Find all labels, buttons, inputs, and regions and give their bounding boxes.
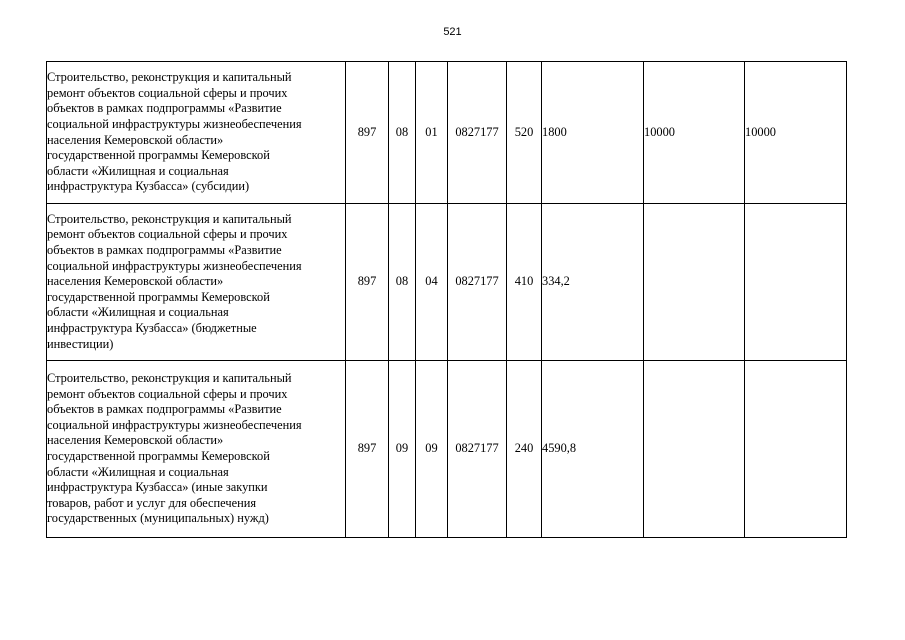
- section-code: 09: [389, 361, 416, 538]
- description-line: инфраструктура Кузбасса» (субсидии): [47, 179, 250, 194]
- expense-type-code: 410: [507, 204, 542, 361]
- subsection-code: 01: [416, 62, 448, 204]
- description-line: государственной программы Кемеровской: [47, 148, 270, 163]
- page-number: 521: [443, 26, 462, 38]
- description-line: населения Кемеровской области»: [47, 132, 224, 147]
- amount-3: [745, 204, 847, 361]
- description-line: инфраструктура Кузбасса» (иные закупки: [47, 480, 268, 495]
- expense-type-code: 240: [507, 361, 542, 538]
- description-line: ремонт объектов социальной сферы и прочих: [47, 85, 288, 100]
- description-line: объектов в рамках подпрограммы «Развитие: [47, 243, 282, 258]
- description-line: товаров, работ и услуг для обеспечения: [47, 495, 257, 510]
- description-line: населения Кемеровской области»: [47, 433, 224, 448]
- description-line: объектов в рамках подпрограммы «Развитие: [47, 402, 282, 417]
- amount-1: 1800: [542, 62, 644, 204]
- section-code: 08: [389, 204, 416, 361]
- description-line: государственной программы Кемеровской: [47, 449, 270, 463]
- description-line: Строительство, реконструкция и капитальный: [47, 211, 292, 226]
- target-article-code: 0827177: [448, 62, 507, 204]
- description-line: области «Жилищная и социальная: [47, 163, 229, 178]
- description-line: инвестиции): [47, 336, 114, 351]
- ministry-code: 897: [346, 361, 389, 538]
- amount-2: 10000: [644, 62, 745, 204]
- amount-1: 334,2: [542, 204, 644, 361]
- subsection-code: 04: [416, 204, 448, 361]
- ministry-code: 897: [346, 204, 389, 361]
- amount-2: [644, 204, 745, 361]
- target-article-code: 0827177: [448, 204, 507, 361]
- amount-1: 4590,8: [542, 361, 644, 538]
- subsection-code: 09: [416, 361, 448, 538]
- ministry-code: 897: [346, 62, 389, 204]
- table-row: [47, 361, 847, 538]
- amount-2: [644, 361, 745, 538]
- section-code: 08: [389, 62, 416, 204]
- row-description: [47, 361, 346, 538]
- description-line: социальной инфраструктуры жизнеобеспечения: [47, 116, 302, 131]
- row-description: [47, 62, 346, 204]
- table-row: [47, 204, 847, 361]
- target-article-code: 0827177: [448, 361, 507, 538]
- description-line: социальной инфраструктуры жизнеобеспечения: [47, 417, 302, 432]
- description-line: ремонт объектов социальной сферы и прочих: [47, 227, 288, 242]
- description-line: области «Жилищная и социальная: [47, 464, 229, 479]
- table-row: [47, 62, 847, 204]
- description-line: Строительство, реконструкция и капитальный: [47, 371, 292, 386]
- description-line: Строительство, реконструкция и капитальный: [47, 70, 292, 85]
- description-line: социальной инфраструктуры жизнеобеспечения: [47, 258, 302, 273]
- description-line: ремонт объектов социальной сферы и прочих: [47, 386, 288, 401]
- row-description: [47, 204, 346, 361]
- expense-type-code: 520: [507, 62, 542, 204]
- description-line: области «Жилищная и социальная: [47, 305, 229, 320]
- description-line: инфраструктура Кузбасса» (бюджетные: [47, 320, 257, 335]
- description-line: государственной программы Кемеровской: [47, 289, 270, 304]
- budget-table: [46, 61, 847, 538]
- amount-3: 10000: [745, 62, 847, 204]
- description-line: государственных (муниципальных) нужд): [47, 511, 269, 526]
- amount-3: [745, 361, 847, 538]
- description-line: населения Кемеровской области»: [47, 274, 224, 289]
- description-line: объектов в рамках подпрограммы «Развитие: [47, 101, 282, 116]
